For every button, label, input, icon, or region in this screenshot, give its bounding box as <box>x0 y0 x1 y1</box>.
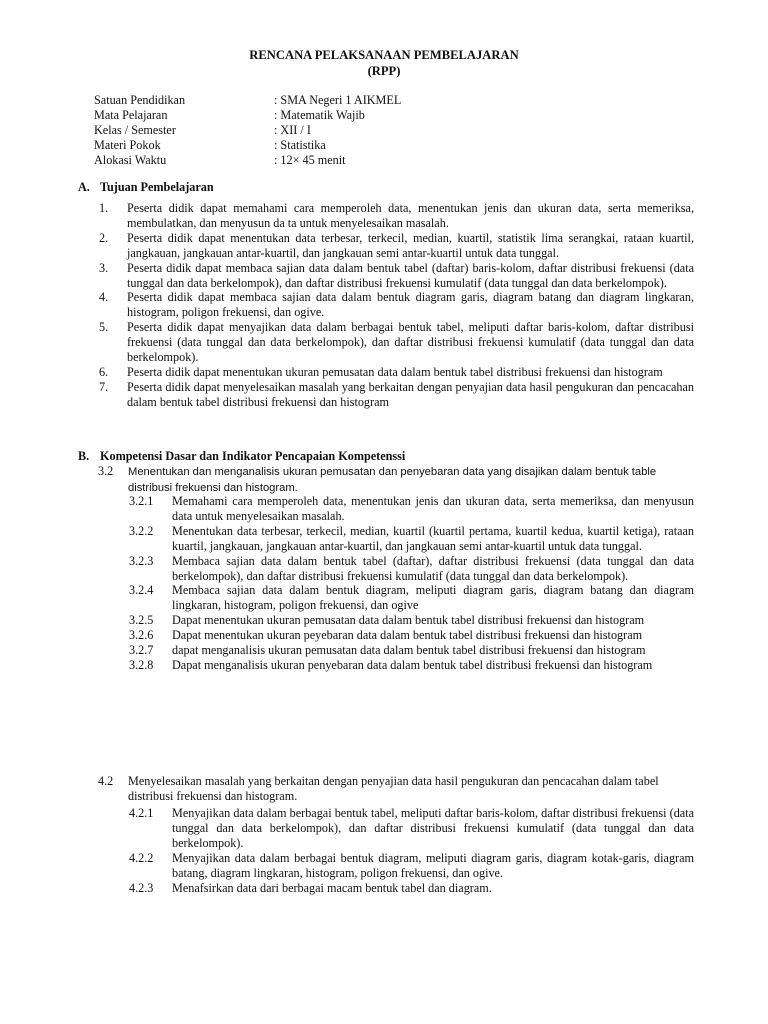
kd-text: Menyelesaikan masalah yang berkaitan dengan penyajian data hasil pengukuran dan pencacahan dalam tabel distribusi frekuensi dan histogram. <box>128 774 659 803</box>
kd-3-2 <box>98 464 696 496</box>
indicator-item: 3.2.1 Memahami cara memperoleh data, menentukan jenis dan ukuran data, serta memeriksa, dan menyusun data untuk menyelesaikan masalah. <box>129 494 694 523</box>
identity-block <box>94 93 401 168</box>
kd-4-2 <box>98 774 678 804</box>
identity-label: Satuan Pendidikan <box>94 93 186 107</box>
identity-label: Mata Pelajaran <box>94 108 168 122</box>
identity-value: : Statistika <box>274 138 326 152</box>
document-title: RENCANA PELAKSANAAN PEMBELAJARAN <box>249 48 519 62</box>
section-title: Kompetensi Dasar dan Indikator Pencapaian Kompetenssi <box>100 449 406 463</box>
indicator-item: 4.2.1 Menyajikan data dalam berbagai bentuk tabel, meliputi daftar baris-kolom, daftar distribusi frekuensi (data tunggal dan data berkelompok), dan daftar distribusi frekuensi kumulatif (data tunggal dan data berkelompok). <box>129 806 694 850</box>
identity-row <box>94 93 401 108</box>
kd-number: 3.2 <box>98 464 114 478</box>
indicator-item: 3.2.7 dapat menganalisis ukuran pemusatan data dalam bentuk tabel distribusi frekuensi dan histogram <box>129 643 646 658</box>
kd-number: 4.2 <box>98 774 114 788</box>
section-letter: B. <box>78 449 90 463</box>
kd-text: Menentukan dan menganalisis ukuran pemusatan dan penyebaran data yang disajikan dalam bentuk table distribusi frekuensi dan histogram. <box>128 466 657 494</box>
section-letter: A. <box>78 180 90 194</box>
identity-value: : 12× 45 menit <box>274 153 346 167</box>
section-b-heading <box>78 449 405 464</box>
identity-row <box>94 123 401 138</box>
indicator-item: 3.2.6 Dapat menentukan ukuran peyebaran data dalam bentuk tabel distribusi frekuensi dan histogram <box>129 628 643 643</box>
identity-value: : XII / I <box>274 123 311 137</box>
identity-label: Materi Pokok <box>94 138 161 152</box>
learning-objectives-list <box>94 201 694 410</box>
indicator-item: 4.2.2 Menyajikan data dalam berbagai bentuk diagram, meliputi diagram garis, diagram kotak-garis, diagram batang, diagram lingkaran, histogram, poligon frekuensi, dan ogive. <box>129 850 694 880</box>
indicator-item: 3.2.4 Membaca sajian data dalam bentuk diagram, meliputi diagram garis, diagram batang dan diagram lingkaran, histogram, poligon frekuensi, dan ogive <box>129 583 694 613</box>
kd-3-2-indicators <box>129 494 694 673</box>
list-item: 3. Peserta didik dapat membaca sajian data dalam bentuk tabel (daftar) baris-kolom, daftar distribusi frekuensi (data tunggal dan data berkelompok), dan daftar distribusi frekuensi kumulatif (data tunggal dan data berkelompok). <box>99 260 694 290</box>
indicator-item: 3.2.3 Membaca sajian data dalam bentuk tabel (daftar), daftar distribusi frekuensi (data tunggal dan data berkelompok), dan daftar distribusi frekuensi kumulatif (data tunggal dan data berkelompok). <box>129 553 694 583</box>
list-item: 6. Peserta didik dapat menentukan ukuran pemusatan data dalam bentuk tabel distribusi frekuensi dan histogram <box>99 364 663 379</box>
list-item: 2. Peserta didik dapat menentukan data terbesar, terkecil, median, kuartil, statistik lima serangkai, rataan kuartil, jangkauan, jangkauan antar-kuartil, dan jangkauan semi antar-kuartil untuk data tunggal. <box>99 230 694 260</box>
list-item: 4. Peserta didik dapat membaca sajian data dalam bentuk diagram garis, diagram batang dan diagram lingkaran, histogram, poligon frekuensi, dan ogive. <box>99 290 694 320</box>
identity-value: : Matematik Wajib <box>274 108 365 122</box>
section-a-heading <box>78 180 214 195</box>
indicator-item: 3.2.5 Dapat menentukan ukuran pemusatan data dalam bentuk tabel distribusi frekuensi dan histogram <box>129 613 645 628</box>
identity-label: Kelas / Semester <box>94 123 176 137</box>
section-title: Tujuan Pembelajaran <box>100 180 214 194</box>
indicator-item: 4.2.3 Menafsirkan data dari berbagai macam bentuk tabel dan diagram. <box>129 880 492 895</box>
list-item: 1. Peserta didik dapat memahami cara memperoleh data, menentukan jenis dan ukuran data, serta memeriksa, membulatkan, dan menyusun da ta untuk menyelesaikan masalah. <box>99 201 694 230</box>
kd-4-2-indicators <box>129 806 694 895</box>
identity-row <box>94 153 401 168</box>
list-item: 7. Peserta didik dapat menyelesaikan masalah yang berkaitan dengan penyajian data hasil pengukuran dan pencacahan dalam bentuk tabel distribusi frekuensi dan histogram <box>99 379 694 409</box>
identity-row <box>94 138 401 153</box>
identity-value: : SMA Negeri 1 AIKMEL <box>274 93 402 107</box>
list-item: 5. Peserta didik dapat menyajikan data dalam berbagai bentuk tabel, meliputi daftar baris-kolom, daftar distribusi frekuensi (data tunggal dan data berkelompok), dan daftar distribusi frekuensi kumulatif (data tunggal dan data berkelompok). <box>99 320 694 365</box>
document-subtitle: (RPP) <box>367 64 401 78</box>
identity-label: Alokasi Waktu <box>94 153 167 167</box>
indicator-item: 3.2.8 Dapat menganalisis ukuran penyebaran data dalam bentuk tabel distribusi frekuensi dan histogram <box>129 657 653 672</box>
indicator-item: 3.2.2 Menentukan data terbesar, terkecil, median, kuartil (kuartil pertama, kuartil kedua, kuartil ketiga), rataan kuartil, jangkauan, jangkauan antar-kuartil, dan jangkauan semi antar-kuartil untuk data tunggal. <box>129 523 694 553</box>
identity-row <box>94 108 401 123</box>
